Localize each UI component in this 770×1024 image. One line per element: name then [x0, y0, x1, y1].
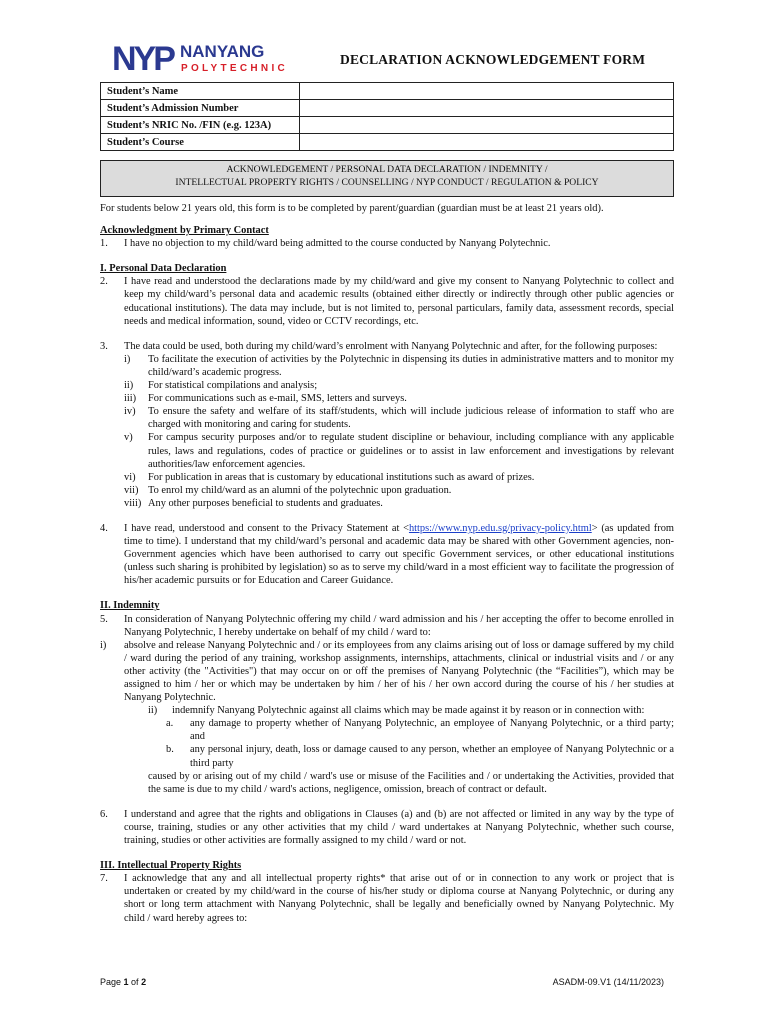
list-item: vii) To enrol my child/ward as an alumni of the polytechnic upon graduation.	[124, 484, 452, 496]
student-name-field[interactable]	[300, 83, 674, 100]
table-row	[101, 83, 674, 100]
clause-4: 4. I have read, understood and consent to the Privacy Statement at <https://www.nyp.edu.sg/privacy-policy.html> (as updated from time to time). I understand that my child/ward’s personal and academic data may be shared with other Government agencies, non-Government agencies which have been authorised to carry out specific Government services, or other educational institutions (unless such sharing is prohibited by legislation) so as to serve my child/ward in a most efficient way to facilitate the progression of his/her academic pursuits or for Education and Career Guidance.	[100, 522, 674, 587]
table-row	[101, 117, 674, 134]
list-item: viii) Any other purposes beneficial to students and graduates.	[124, 497, 383, 509]
course-field[interactable]	[300, 134, 674, 151]
list-item: a. any damage to property whether of Nanyang Polytechnic, an employee of Nanyang Polytechnic, or a third party; and	[166, 718, 674, 743]
field-label: Student’s NRIC No. /FIN (e.g. 123A)	[101, 117, 300, 134]
clause-5: 5. In consideration of Nanyang Polytechnic offering my child / ward admission and his / her accepting the offer to become enrolled in Nanyang Polytechnic, I hereby undertake on behalf of my child / ward to:	[100, 613, 674, 638]
student-info-table	[100, 82, 674, 151]
document-code: ASADM-09.V1 (14/11/2023)	[552, 977, 664, 987]
logo-nyp-text: NYP	[112, 40, 173, 74]
section-3-heading: III. Intellectual Property Rights	[100, 860, 242, 872]
list-item: v) For campus security purposes and/or to regulate student discipline or behaviour, including compliance with any applicable rules, laws and regulations, codes of practice or guidelines or to assist in law enforcement and investigations by relevant authorities/law enforcement agencies.	[124, 432, 674, 470]
list-item: ii) For statistical compilations and analysis;	[124, 380, 318, 392]
privacy-policy-link[interactable]: https://www.nyp.edu.sg/privacy-policy.html	[408, 522, 592, 534]
banner-line: INTELLECTUAL PROPERTY RIGHTS / COUNSELLING / NYP CONDUCT / REGULATION & POLICY	[175, 176, 599, 188]
indemnity-tail: caused by or arising out of my child / ward's use or misuse of the Facilities and / or undertaking the Activities, provided that the same is due to my child / ward's actions, negligence, omission, breach of contract or default.	[148, 770, 674, 795]
intro-text: For students below 21 years old, this form is to be completed by parent/guardian (guardian must be at least 21 years old).	[100, 203, 604, 214]
table-row	[101, 100, 674, 117]
clause-3: 3. The data could be used, both during my child/ward’s enrolment with Nanyang Polytechnic and after, for the following purposes:	[100, 340, 658, 352]
section-banner	[100, 160, 674, 197]
list-item: iii) For communications such as e-mail, SMS, letters and surveys.	[124, 393, 407, 405]
list-item: iv) To ensure the safety and welfare of its staff/students, which will include judicious release of information to staff who are charged with monitoring and caring for students.	[124, 406, 674, 431]
list-item: ii) indemnify Nanyang Polytechnic against all claims which may be made against it by reason or in connection with:	[148, 705, 645, 717]
banner-line: ACKNOWLEDGEMENT / PERSONAL DATA DECLARATION / INDEMNITY /	[226, 164, 548, 175]
logo-sub-text: POLYTECHNIC	[181, 63, 289, 74]
form-title: DECLARATION ACKNOWLEDGEMENT FORM	[340, 52, 646, 67]
list-item: i) absolve and release Nanyang Polytechnic and / or its employees from any claims arising out of loss or damage suffered by my child / ward during the period of any training, workshop assignments, internships, attachments, clinical or industrial visits and / or any other activity (the "Activities") that may occur on or off the premises of Nanyang Polytechnic (the “Facilities”), which may be assigned to him / her or which may be undertaken by him / her of his / her own accord during the course of his / her studies at Nanyang Polytechnic.	[100, 639, 674, 704]
page-number: Page 1 of 2	[100, 977, 147, 987]
field-label: Student’s Name	[101, 83, 300, 100]
list-item: b. any personal injury, death, loss or damage caused to any person, whether an employee of Nanyang Polytechnic or a third party	[166, 744, 674, 769]
clause-2: 2. I have read and understood the declarations made by my child/ward and give my consent to Nanyang Polytechnic to collect and keep my child/ward’s personal data and academic results (obtained either directly or indirectly through other public agencies or educational institutions). The data may include, but is not limited to, personal particulars, family data, assessment records, special needs and medical information, sound, video or CCTV recordings, etc.	[100, 276, 674, 327]
logo-name-text: NANYANG	[180, 42, 265, 61]
ack-heading: Acknowledgment by Primary Contact	[100, 225, 269, 237]
section-1-heading: I. Personal Data Declaration	[100, 263, 227, 275]
nyp-logo	[112, 40, 302, 74]
field-label: Student’s Course	[101, 134, 300, 151]
list-item: vi) For publication in areas that is customary by educational institutions such as award of prizes.	[124, 471, 535, 483]
clause-6: 6. I understand and agree that the rights and obligations in Clauses (a) and (b) are not affected or limited in any way by the type of course, training, studies or any other activities that my child / ward undertakes at Nanyang Polytechnic, whether such course, training, studies or other activities are formally assigned to my child / ward or not.	[100, 808, 674, 847]
clause-1: 1. I have no objection to my child/ward being admitted to the course conducted by Nanyang Polytechnic.	[100, 238, 551, 250]
form-body	[100, 200, 674, 925]
list-item: i) To facilitate the execution of activities by the Polytechnic in dispensing its duties in administrative matters and to monitor my child/ward’s academic progress.	[124, 353, 674, 378]
table-row	[101, 134, 674, 151]
field-label: Student’s Admission Number	[101, 100, 300, 117]
admission-number-field[interactable]	[300, 100, 674, 117]
nric-field[interactable]	[300, 117, 674, 134]
section-2-heading: II. Indemnity	[100, 600, 160, 612]
clause-7: 7. I acknowledge that any and all intellectual property rights* that arise out of or in connection to any work or project that is undertaken or created by my child/ward in the course of his/her study or diploma course at Nanyang Polytechnic, or during any short or long term attachment with Nanyang Polytechnic, shall be legally and beneficially owned by Nanyang Polytechnic. My child / ward hereby agrees to:	[100, 873, 674, 924]
